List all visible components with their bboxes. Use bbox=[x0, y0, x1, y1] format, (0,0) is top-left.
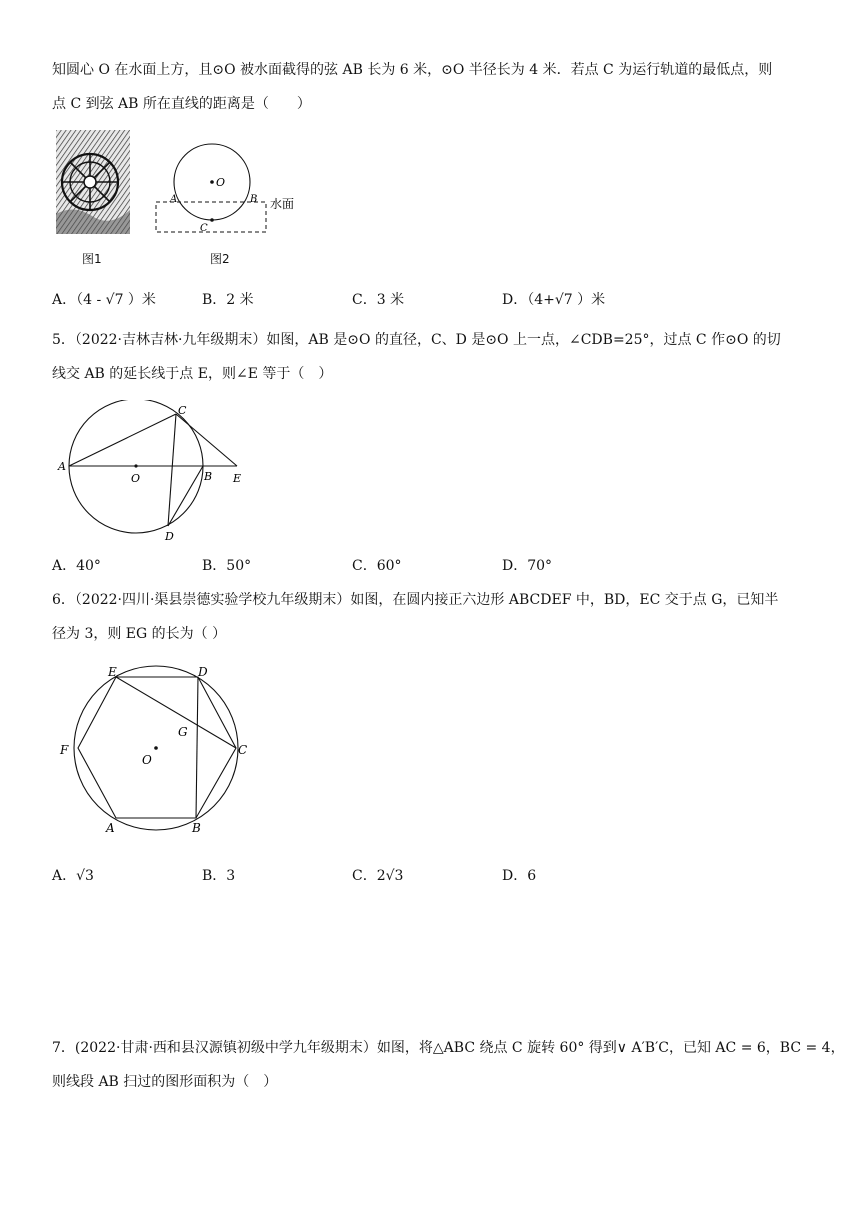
q4-point-O: O bbox=[216, 176, 226, 189]
q4-option-b: B．2 米 bbox=[202, 292, 254, 308]
q5-figure-diagram bbox=[52, 400, 262, 545]
q4-option-d: D．（4+√7 ）米 bbox=[502, 292, 606, 308]
q5-point-A: A bbox=[58, 460, 66, 473]
q5-text-line1: 5．（2022·吉林吉林·九年级期末）如图，AB 是⊙O 的直径，C、D 是⊙O 上一点，∠CDB=25°，过点 C 作⊙O 的切 bbox=[52, 332, 781, 348]
q4-figure-2-diagram bbox=[150, 140, 310, 240]
q5-option-b: B．50° bbox=[202, 558, 252, 574]
q6-text-line2: 径为 3，则 EG 的长为（ ） bbox=[52, 626, 227, 642]
q6-option-d: D．6 bbox=[502, 868, 537, 884]
q6-point-O: O bbox=[142, 753, 152, 767]
q4-text-line1: 知圆心 O 在水面上方，且⊙O 被水面截得的弦 AB 长为 6 米，⊙O 半径长为 4 米．若点 C 为运行轨道的最低点，则 bbox=[52, 62, 773, 78]
q4-option-a: A．（4 - √7 ）米 bbox=[52, 292, 156, 308]
q6-point-C: C bbox=[238, 743, 248, 757]
q4-figure-1-caption: 图1 bbox=[82, 252, 102, 266]
q4-figure-2-caption: 图2 bbox=[210, 252, 230, 266]
q6-point-D: D bbox=[198, 665, 208, 679]
q4-option-c: C．3 米 bbox=[352, 292, 405, 308]
q6-text-line1: 6．（2022·四川·渠县崇德实验学校九年级期末）如图，在圆内接正六边形 ABCDEF 中，BD，EC 交于点 G，已知半 bbox=[52, 592, 779, 608]
q4-text-line2: 点 C 到弦 AB 所在直线的距离是（ ） bbox=[52, 96, 311, 112]
q7-text-line1: 7．(2022·甘肃·西和县汉源镇初级中学九年级期末）如图，将△ABC 绕点 C 旋转 60° 得到∨ A′B′C，已知 AC = 6，BC = 4， bbox=[52, 1040, 845, 1056]
q5-point-D: D bbox=[165, 530, 174, 543]
q4-water-label: 水面 bbox=[270, 197, 295, 211]
q6-option-c: C．2√3 bbox=[352, 868, 404, 884]
q5-point-B: B bbox=[204, 470, 213, 483]
q5-point-E: E bbox=[233, 472, 242, 485]
q5-text-line2: 线交 AB 的延长线于点 E，则∠E 等于（ ） bbox=[52, 366, 333, 382]
q7-text-line2: 则线段 AB 扫过的图形面积为（ ） bbox=[52, 1074, 278, 1090]
q5-point-O: O bbox=[131, 472, 141, 485]
q5-option-d: D．70° bbox=[502, 558, 553, 574]
q6-point-F: F bbox=[60, 743, 69, 757]
q5-point-C: C bbox=[178, 404, 187, 417]
q6-point-A: A bbox=[106, 821, 115, 835]
q6-option-a: A．√3 bbox=[52, 868, 94, 884]
q6-point-B: B bbox=[192, 821, 201, 835]
q5-option-c: C．60° bbox=[352, 558, 402, 574]
q4-point-B: B bbox=[250, 194, 258, 205]
q6-option-b: B．3 bbox=[202, 868, 236, 884]
q6-point-E: E bbox=[108, 665, 117, 679]
q4-figure-1-waterwheel bbox=[56, 130, 130, 234]
q6-point-G: G bbox=[178, 725, 188, 739]
q4-point-A: A bbox=[170, 194, 178, 205]
q5-option-a: A．40° bbox=[52, 558, 101, 574]
q6-figure-diagram bbox=[52, 660, 252, 840]
q4-point-C: C bbox=[200, 223, 208, 234]
